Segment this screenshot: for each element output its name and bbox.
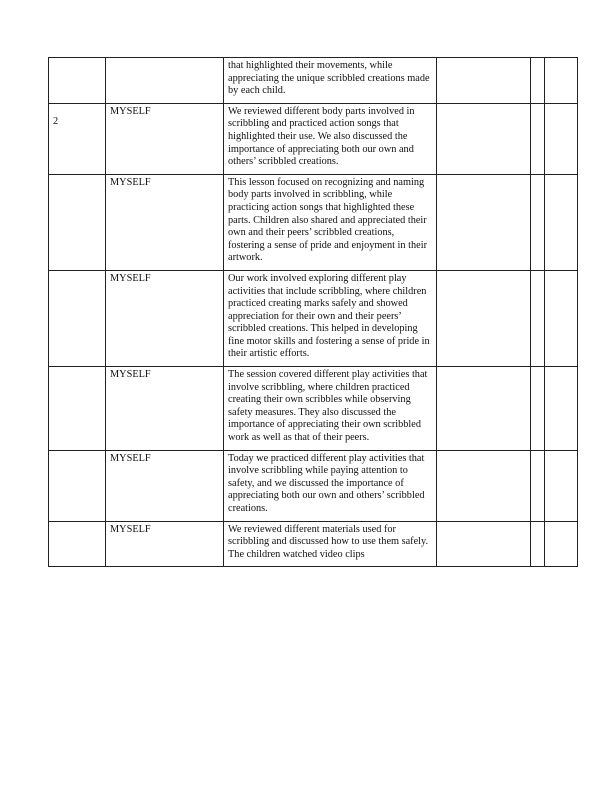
- empty-cell: [437, 174, 531, 270]
- theme-cell: MYSELF: [106, 174, 224, 270]
- week-cell: [49, 58, 106, 104]
- week-cell: [49, 367, 106, 451]
- theme-cell: MYSELF: [106, 367, 224, 451]
- empty-cell: [545, 521, 578, 567]
- empty-cell: [531, 450, 545, 521]
- empty-cell: [531, 103, 545, 174]
- table-row: [49, 270, 578, 366]
- empty-cell: [545, 58, 578, 104]
- empty-cell: [437, 270, 531, 366]
- content-cell: Our work involved exploring different play activities that include scribbling, where children practiced creating marks safely and showed appreciation for their own and their peers’ scribbled creations. This helped in developing fine motor skills and fostering a sense of pride in their artistic efforts.: [224, 270, 437, 366]
- empty-cell: [437, 103, 531, 174]
- empty-cell: [545, 270, 578, 366]
- content-cell: that highlighted their movements, while appreciating the unique scribbled creations made by each child.: [224, 58, 437, 104]
- table-row: [49, 103, 578, 174]
- content-cell: This lesson focused on recognizing and naming body parts involved in scribbling, while practicing action songs that highlighted these parts. Children also shared and appreciated their own and their peers’ scribbled creations, fostering a sense of pride and enjoyment in their artwork.: [224, 174, 437, 270]
- week-cell: [49, 450, 106, 521]
- content-cell: Today we practiced different play activities that involve scribbling while paying attention to safety, and we discussed the importance of appreciating both our own and others’ scribbled creations.: [224, 450, 437, 521]
- week-cell: [49, 174, 106, 270]
- theme-cell: MYSELF: [106, 270, 224, 366]
- empty-cell: [437, 521, 531, 567]
- content-cell: We reviewed different materials used for scribbling and discussed how to use them safely. The children watched video clips: [224, 521, 437, 567]
- theme-cell: MYSELF: [106, 450, 224, 521]
- week-cell: [49, 521, 106, 567]
- table-row: [49, 367, 578, 451]
- empty-cell: [531, 521, 545, 567]
- content-cell: The session covered different play activities that involve scribbling, where children practiced creating their own scribbles while observing safety measures. They also discussed the importance of appreciating their own scribbled work as well as that of their peers.: [224, 367, 437, 451]
- empty-cell: [531, 367, 545, 451]
- content-cell: We reviewed different body parts involved in scribbling and practiced action songs that highlighted their use. We also discussed the importance of appreciating both our own and others’ scribbled creations.: [224, 103, 437, 174]
- empty-cell: [545, 367, 578, 451]
- table-row: [49, 58, 578, 104]
- theme-cell: [106, 58, 224, 104]
- lesson-log-table: [48, 57, 578, 567]
- week-cell: 2: [49, 103, 106, 174]
- table-row: [49, 521, 578, 567]
- theme-cell: MYSELF: [106, 103, 224, 174]
- empty-cell: [437, 58, 531, 104]
- table-row: [49, 450, 578, 521]
- table-row: [49, 174, 578, 270]
- theme-cell: MYSELF: [106, 521, 224, 567]
- week-cell: [49, 270, 106, 366]
- empty-cell: [545, 103, 578, 174]
- empty-cell: [531, 270, 545, 366]
- empty-cell: [531, 174, 545, 270]
- empty-cell: [531, 58, 545, 104]
- empty-cell: [545, 174, 578, 270]
- empty-cell: [437, 450, 531, 521]
- empty-cell: [437, 367, 531, 451]
- empty-cell: [545, 450, 578, 521]
